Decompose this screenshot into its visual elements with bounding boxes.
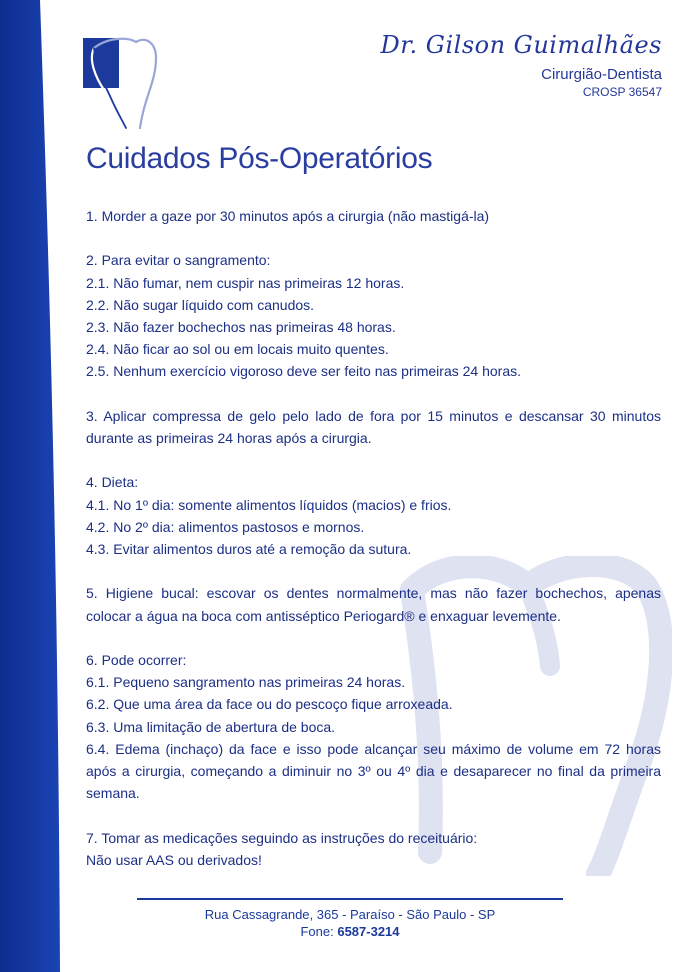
instruction-6-3: 6.3. Uma limitação de abertura de boca. — [86, 718, 336, 735]
instruction-1: 1. Morder a gaze por 30 minutos após a cirurgia (não mastigá-la) — [86, 208, 490, 224]
instruction-2-5: 2.5. Nenhum exercício vigoroso deve ser feito nas primeiras 24 horas. — [86, 363, 521, 380]
instruction-6: 6. Pode ocorrer: — [86, 651, 187, 668]
specialty: Cirurgião-Dentista — [541, 66, 662, 83]
instruction-2-1: 2.1. Não fumar, nem cuspir nas primeiras 12 horas. — [86, 274, 405, 291]
instruction-6-4: 6.4. Edema (inchaço) da face e isso pode alcançar seu máximo de volume em 72 horas após a cirurgia, começando a diminuir no 3º ou 4º dia e desaparecer no final da primeira semana. — [86, 740, 661, 802]
phone-label: Fone: — [300, 924, 338, 939]
instruction-2-2: 2.2. Não sugar líquido com canudos. — [86, 296, 315, 313]
instruction-2-4: 2.4. Não ficar ao sol ou em locais muito quentes. — [86, 341, 389, 358]
footer-address: Rua Cassagrande, 365 - Paraíso - São Paulo - SP — [204, 907, 496, 922]
instruction-6-1: 6.1. Pequeno sangramento nas primeiras 24 horas. — [86, 674, 406, 691]
instruction-4-3: 4.3. Evitar alimentos duros até a remoção da sutura. — [86, 541, 412, 557]
doctor-name: Dr. Gilson Guimalhães — [380, 31, 662, 59]
instruction-7-note: Não usar AAS ou derivados! — [86, 851, 262, 868]
registration-number: CROSP 36547 — [582, 85, 662, 99]
letterhead — [380, 30, 662, 99]
instruction-4-2: 4.2. No 2º dia: alimentos pastosos e mornos. — [86, 518, 365, 535]
footer — [137, 906, 563, 940]
phone-number: 6587-3214 — [337, 924, 400, 939]
instruction-3: 3. Aplicar compressa de gelo pelo lado de fora por 15 minutos e descansar 30 minutos durante as primeiras 24 horas após a cirurgia. — [86, 407, 661, 446]
tooth-logo-icon — [80, 34, 160, 130]
side-decorative-band — [0, 0, 60, 972]
page-title: Cuidados Pós-Operatórios — [86, 142, 433, 175]
instruction-2-3: 2.3. Não fazer bochechos nas primeiras 48 horas. — [86, 319, 396, 335]
instruction-2: 2. Para evitar o sangramento: — [86, 252, 271, 269]
instruction-5: 5. Higiene bucal: escovar os dentes normalmente, mas não fazer bochechos, apenas colocar a água na boca com antisséptico Periogard® e enxaguar levemente. — [86, 585, 661, 624]
instruction-4-1: 4.1. No 1º dia: somente alimentos líquidos (macios) e frios. — [86, 496, 452, 513]
instruction-7: 7. Tomar as medicações seguindo as instruções do receituário: — [86, 829, 478, 846]
instruction-6-2: 6.2. Que uma área da face ou do pescoço fique arroxeada. — [86, 696, 453, 713]
footer-phone — [137, 923, 563, 940]
instructions-list — [86, 205, 661, 871]
instruction-4: 4. Dieta: — [86, 474, 139, 491]
footer-divider — [137, 898, 563, 900]
